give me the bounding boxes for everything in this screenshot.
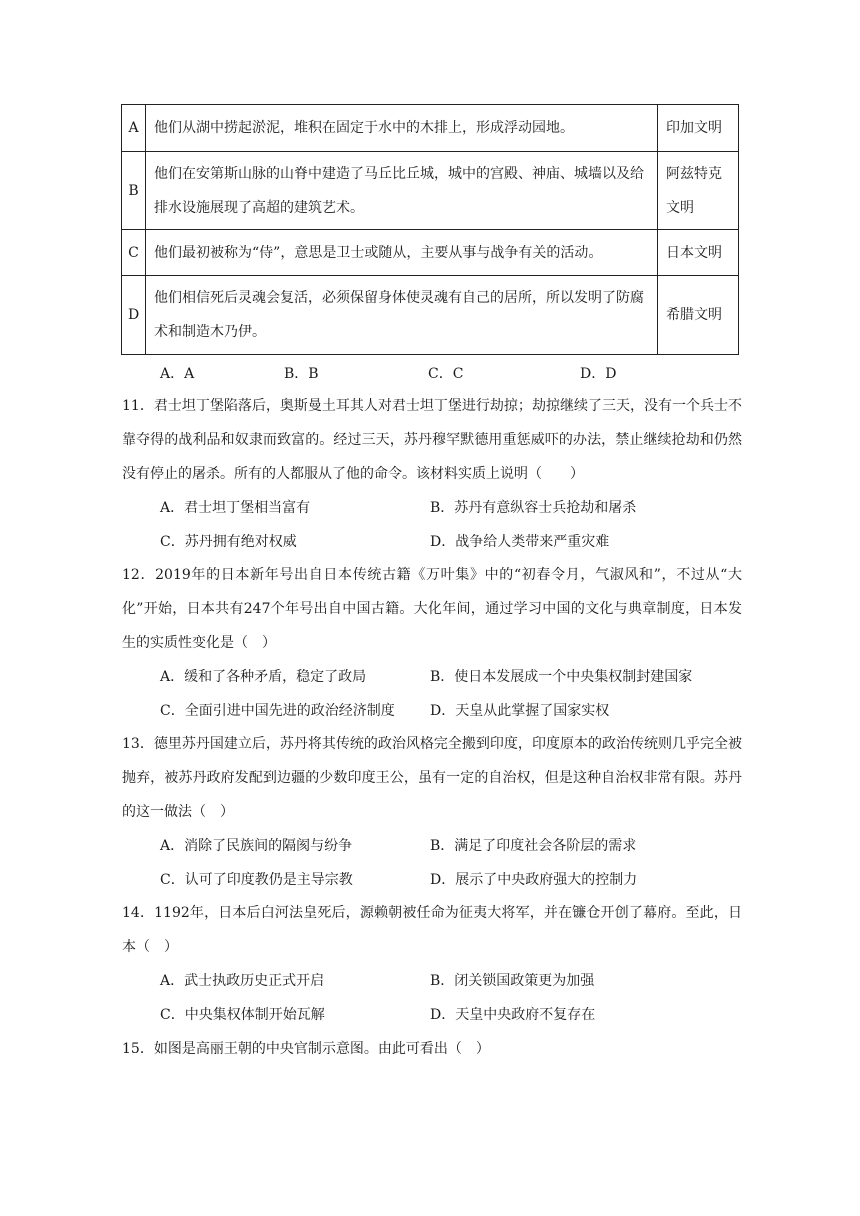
- choice-c: C．认可了印度教仍是主导宗教: [160, 872, 353, 888]
- option-letter: B: [122, 152, 146, 230]
- choice-c: C．全面引进中国先进的政治经济制度: [160, 703, 395, 719]
- question-12-stem: 12．2019年的日本新年号出自日本传统古籍《万叶集》中的“初春令月，气淑风和”，不过从“大化”开始，日本共有247个年号出自中国古籍。大化年间，通过学习中国的文化与典章制度，日本发生的实质性变化是（ ）: [122, 567, 742, 651]
- choice-d: D．D: [580, 366, 617, 382]
- choice-d: D．战争给人类带来严重灾难: [430, 534, 610, 550]
- table-row: [122, 152, 739, 230]
- choice-c: C．中央集权体制开始瓦解: [160, 1007, 325, 1023]
- question-11-choices-row-2: [160, 525, 740, 559]
- option-letter: C: [122, 230, 146, 276]
- choice-b: B．B: [284, 366, 319, 382]
- question-11-stem: 11．君士坦丁堡陷落后，奥斯曼土耳其人对君士坦丁堡进行劫掠；劫掠继续了三天，没有一个兵士不靠夺得的战利品和奴隶而致富的。经过三天，苏丹穆罕默德用重惩威吓的办法，禁止继续抢劫和仍然没有停止的屠杀。所有的人都服从了他的命令。该材料实质上说明（ ）: [122, 398, 742, 482]
- choice-d: D．展示了中央政府强大的控制力: [430, 872, 638, 888]
- choice-a: A．缓和了各种矛盾，稳定了政局: [160, 669, 367, 685]
- question-10-answer-choices: [160, 363, 720, 383]
- question-14-stem: 14．1192年，日本后白河法皇死后，源赖朝被任命为征夷大将军，并在镰仓开创了幕府。至此，日本（ ）: [122, 905, 742, 955]
- option-letter: D: [122, 276, 146, 355]
- question-11-choices-row-1: [160, 491, 740, 525]
- option-description: 他们在安第斯山脉的山脊中建造了马丘比丘城，城中的宫殿、神庙、城墙以及给排水设施展现了高超的建筑艺术。: [146, 152, 658, 230]
- question-12-choices-row-1: [160, 660, 740, 694]
- table-row: [122, 230, 739, 276]
- choice-a: A．君士坦丁堡相当富有: [160, 500, 311, 516]
- choice-d: D．天皇中央政府不复存在: [430, 1007, 596, 1023]
- choice-b: B．使日本发展成一个中央集权制封建国家: [430, 669, 693, 685]
- choice-c: C．C: [428, 366, 464, 382]
- option-description: 他们最初被称为“侍”，意思是卫士或随从，主要从事与战争有关的活动。: [146, 230, 658, 276]
- table-row: [122, 276, 739, 355]
- question-13-stem: 13．德里苏丹国建立后，苏丹将其传统的政治风格完全搬到印度，印度原本的政治传统则几乎完全被抛弃，被苏丹政府发配到边疆的少数印度王公，虽有一定的自治权，但是这种自治权非常有限。苏丹的这一做法（ ）: [122, 736, 742, 820]
- choice-a: A．武士执政历史正式开启: [160, 973, 325, 989]
- choice-d: D．天皇从此掌握了国家实权: [430, 703, 610, 719]
- question-15-stem: 15．如图是高丽王朝的中央官制示意图。由此可看出（ ）: [122, 1041, 490, 1057]
- choice-c: C．苏丹拥有绝对权威: [160, 534, 297, 550]
- civilization-name: 日本文明: [658, 230, 739, 276]
- civilization-name: 希腊文明: [658, 276, 739, 355]
- choice-a: A．消除了民族间的隔阂与纷争: [160, 838, 353, 854]
- option-letter: A: [122, 105, 146, 152]
- question-14-choices-row-1: [160, 964, 740, 998]
- civilization-name: 印加文明: [658, 105, 739, 152]
- question-13-choices-row-2: [160, 863, 740, 897]
- table-row: [122, 105, 739, 152]
- question-12-choices-row-2: [160, 694, 740, 728]
- option-description: 他们从湖中捞起淤泥，堆积在固定于水中的木排上，形成浮动园地。: [146, 105, 658, 152]
- choice-b: B．满足了印度社会各阶层的需求: [430, 838, 637, 854]
- question-10-options-table: [121, 104, 739, 355]
- question-14-choices-row-2: [160, 998, 740, 1032]
- civilization-name: 阿兹特克文明: [658, 152, 739, 230]
- choice-a: A．A: [160, 366, 195, 382]
- question-13-choices-row-1: [160, 829, 740, 863]
- option-description: 他们相信死后灵魂会复活，必须保留身体使灵魂有自己的居所，所以发明了防腐术和制造木乃伊。: [146, 276, 658, 355]
- choice-b: B．苏丹有意纵容士兵抢劫和屠杀: [430, 500, 637, 516]
- choice-b: B．闭关锁国政策更为加强: [430, 973, 595, 989]
